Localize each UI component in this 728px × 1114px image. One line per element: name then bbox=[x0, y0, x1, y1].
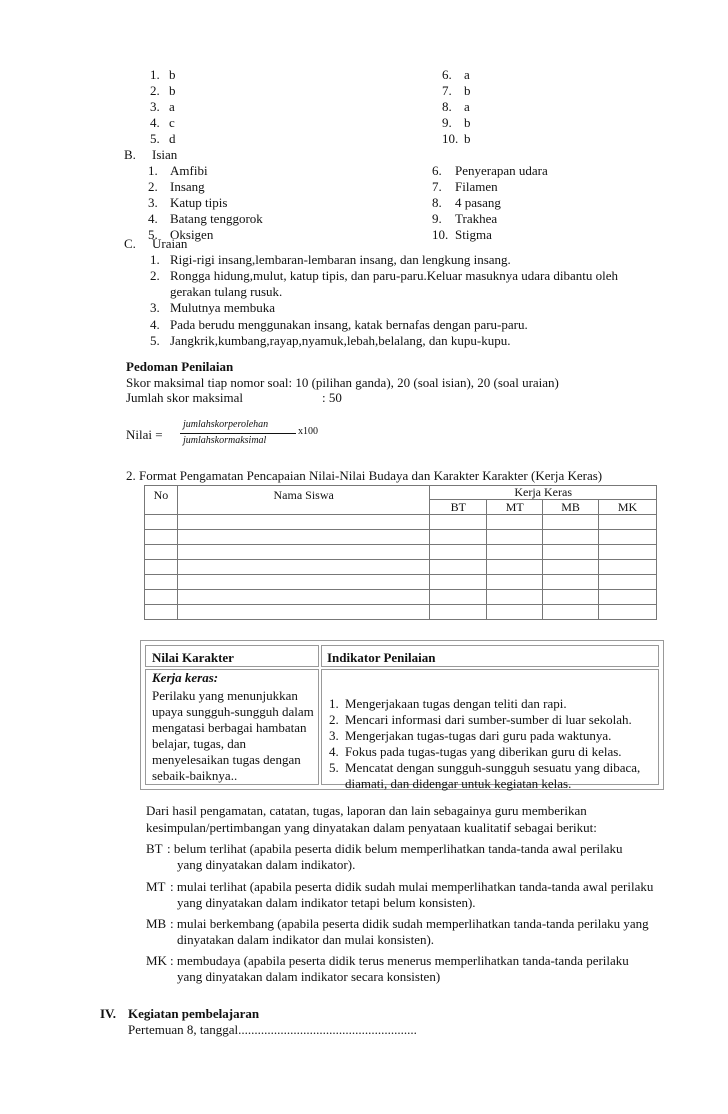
table-cell bbox=[543, 530, 599, 545]
criteria-key: MB bbox=[146, 916, 167, 931]
criteria-line: : belum terlihat (apabila peserta didik belum memperlihatkan tanda-tanda awal perilaku bbox=[167, 841, 623, 856]
table-row bbox=[145, 560, 657, 575]
criteria-key: MT bbox=[146, 879, 166, 894]
table-cell bbox=[430, 560, 487, 575]
list-number: 3. bbox=[150, 99, 160, 114]
list-number: 3. bbox=[150, 300, 160, 315]
table-header-row bbox=[145, 486, 657, 500]
criteria-line: yang dinyatakan dalam indikator tetapi belum konsisten). bbox=[177, 895, 476, 910]
table-row bbox=[145, 530, 657, 545]
table-row bbox=[145, 545, 657, 560]
table-cell bbox=[145, 515, 178, 530]
list-value: 4 pasang bbox=[455, 195, 501, 210]
indikator-number: 3. bbox=[329, 728, 339, 743]
list-number: 1. bbox=[150, 67, 160, 82]
indikator-number: 5. bbox=[329, 760, 339, 775]
list-value: b bbox=[464, 115, 471, 130]
table-cell bbox=[177, 515, 429, 530]
observation-table bbox=[144, 485, 657, 620]
pedoman-title: Pedoman Penilaian bbox=[126, 359, 234, 374]
header-no: No bbox=[145, 486, 178, 515]
format-title: 2. Format Pengamatan Pencapaian Nilai-Nilai Budaya dan Karakter Karakter (Kerja Keras) bbox=[126, 468, 603, 483]
header-mt: MT bbox=[487, 500, 543, 515]
pertemuan-line: Pertemuan 8, tanggal....................................................... bbox=[128, 1022, 417, 1037]
nilai-line: menyelesaikan tugas dengan bbox=[152, 752, 301, 767]
table-cell bbox=[599, 545, 657, 560]
table-cell bbox=[145, 575, 178, 590]
kesimpulan-intro: kesimpulan/pertimbangan yang dinyatakan dalam penyataan kualitatif sebagai berikut: bbox=[146, 820, 597, 835]
indikator-number: 1. bbox=[329, 696, 339, 711]
list-number: 5. bbox=[150, 333, 160, 348]
table-cell bbox=[430, 545, 487, 560]
list-value: Amfibi bbox=[170, 163, 208, 178]
table-cell bbox=[487, 605, 543, 620]
criteria-line: : membudaya (apabila peserta didik terus menerus memperlihatkan tanda-tanda perilaku bbox=[170, 953, 629, 968]
list-number: 4. bbox=[148, 211, 158, 226]
section-title: Isian bbox=[152, 147, 178, 162]
table-cell bbox=[487, 545, 543, 560]
criteria-key: MK bbox=[146, 953, 167, 968]
list-value: Jangkrik,kumbang,rayap,nyamuk,lebah,belalang, dan kupu-kupu. bbox=[170, 333, 511, 348]
list-number: 4. bbox=[150, 317, 160, 332]
fraction-bar bbox=[180, 433, 296, 434]
section-label: B. bbox=[124, 147, 136, 162]
list-value: b bbox=[464, 83, 471, 98]
indikator-text: Mengerjakaan tugas dengan teliti dan rapi. bbox=[345, 696, 567, 711]
table-cell bbox=[177, 575, 429, 590]
list-number: 5. bbox=[148, 227, 158, 242]
table-cell bbox=[543, 590, 599, 605]
indikator-text-cont: diamati, dan didengar untuk kegiatan kelas. bbox=[345, 776, 572, 791]
table-cell bbox=[599, 515, 657, 530]
table-row bbox=[145, 590, 657, 605]
list-number: 5. bbox=[150, 131, 160, 146]
table-cell bbox=[430, 605, 487, 620]
indikator-number: 2. bbox=[329, 712, 339, 727]
table-cell bbox=[487, 575, 543, 590]
list-value: a bbox=[169, 99, 175, 114]
pedoman-line: Skor maksimal tiap nomor soal: 10 (pilihan ganda), 20 (soal isian), 20 (soal uraian) bbox=[126, 375, 559, 390]
table-cell bbox=[145, 545, 178, 560]
table-cell bbox=[430, 530, 487, 545]
table-cell bbox=[145, 590, 178, 605]
list-value: Rigi-rigi insang,lembaran-lembaran insang, dan lengkung insang. bbox=[170, 252, 511, 267]
table-cell bbox=[145, 560, 178, 575]
nilai-line: belajar, tugas, dan bbox=[152, 736, 247, 751]
table-cell bbox=[430, 590, 487, 605]
table-cell bbox=[177, 560, 429, 575]
list-number: 2. bbox=[150, 83, 160, 98]
nilai-title: Kerja keras: bbox=[152, 670, 219, 685]
section-title: Kegiatan pembelajaran bbox=[128, 1006, 260, 1021]
table-cell bbox=[430, 515, 487, 530]
table-cell bbox=[177, 545, 429, 560]
table-row bbox=[145, 515, 657, 530]
list-value: b bbox=[464, 131, 471, 146]
header-kerja-keras: Kerja Keras bbox=[430, 486, 657, 500]
list-value: Insang bbox=[170, 179, 205, 194]
table-cell bbox=[543, 605, 599, 620]
list-number: 10. bbox=[442, 131, 459, 146]
list-number: 2. bbox=[148, 179, 158, 194]
table-cell bbox=[487, 590, 543, 605]
table-cell bbox=[145, 605, 178, 620]
table-cell bbox=[145, 530, 178, 545]
nilai-line: mengatasi berbagai hambatan bbox=[152, 720, 307, 735]
criteria-line: yang dinyatakan dalam indikator secara konsisten) bbox=[177, 969, 441, 984]
list-number: 4. bbox=[150, 115, 160, 130]
table-cell bbox=[177, 605, 429, 620]
list-number: 10. bbox=[432, 227, 449, 242]
header-mk: MK bbox=[599, 500, 657, 515]
table-cell bbox=[487, 530, 543, 545]
nilai-line: sebaik-baiknya.. bbox=[152, 768, 238, 783]
karakter-table bbox=[140, 640, 664, 790]
list-number: 3. bbox=[148, 195, 158, 210]
header-indikator: Indikator Penilaian bbox=[327, 650, 436, 665]
header-nama-siswa: Nama Siswa bbox=[177, 486, 429, 515]
table-cell bbox=[177, 530, 429, 545]
table-cell bbox=[599, 560, 657, 575]
list-value: Katup tipis bbox=[170, 195, 228, 210]
pedoman-label: Jumlah skor maksimal bbox=[126, 390, 243, 405]
header-nilai-karakter: Nilai Karakter bbox=[152, 650, 234, 665]
criteria-line: yang dinyatakan dalam indikator). bbox=[177, 857, 356, 872]
section-label: C. bbox=[124, 236, 136, 251]
kesimpulan-intro: Dari hasil pengamatan, catatan, tugas, laporan dan lain sebagainya guru memberikan bbox=[146, 803, 587, 818]
nilai-line: upaya sungguh-sungguh dalam bbox=[152, 704, 314, 719]
list-number: 1. bbox=[148, 163, 158, 178]
criteria-line: : mulai berkembang (apabila peserta didik sudah memperlihatkan tanda-tanda perilaku yang bbox=[170, 916, 649, 931]
list-number: 9. bbox=[442, 115, 452, 130]
table-cell bbox=[430, 575, 487, 590]
table-cell bbox=[543, 545, 599, 560]
table-cell bbox=[543, 575, 599, 590]
criteria-line: dinyatakan dalam indikator dan mulai konsisten). bbox=[177, 932, 435, 947]
table-row bbox=[145, 575, 657, 590]
list-value: Mulutnya membuka bbox=[170, 300, 276, 315]
table-row bbox=[145, 605, 657, 620]
section-number: IV. bbox=[100, 1006, 117, 1021]
section-title: Uraian bbox=[152, 236, 188, 251]
table-cell bbox=[543, 515, 599, 530]
list-number: 9. bbox=[432, 211, 442, 226]
list-value: a bbox=[464, 67, 470, 82]
list-value: a bbox=[464, 99, 470, 114]
list-number: 8. bbox=[432, 195, 442, 210]
indikator-number: 4. bbox=[329, 744, 339, 759]
nilai-line: Perilaku yang menunjukkan bbox=[152, 688, 298, 703]
list-value: Penyerapan udara bbox=[455, 163, 548, 178]
indikator-text: Mencatat dengan sungguh-sungguh sesuatu yang dibaca, bbox=[345, 760, 641, 775]
indikator-text: Mencari informasi dari sumber-sumber di luar sekolah. bbox=[345, 712, 632, 727]
header-mb: MB bbox=[543, 500, 599, 515]
list-number: 6. bbox=[432, 163, 442, 178]
table-cell bbox=[177, 590, 429, 605]
header-bt: BT bbox=[430, 500, 487, 515]
list-number: 6. bbox=[442, 67, 452, 82]
list-number: 8. bbox=[442, 99, 452, 114]
list-value: Oksigen bbox=[170, 227, 214, 242]
list-value: Trakhea bbox=[455, 211, 498, 226]
list-number: 1. bbox=[150, 252, 160, 267]
indikator-text: Mengerjakan tugas-tugas dari guru pada waktunya. bbox=[345, 728, 612, 743]
formula-multiplier: x100 bbox=[298, 426, 318, 437]
list-value: Filamen bbox=[455, 179, 498, 194]
table-cell bbox=[599, 575, 657, 590]
list-number: 7. bbox=[432, 179, 442, 194]
table-cell bbox=[487, 560, 543, 575]
formula-denominator: jumlahskormaksimal bbox=[183, 435, 267, 446]
pedoman-value: : 50 bbox=[322, 390, 342, 405]
formula-label: Nilai = bbox=[126, 427, 163, 442]
table-cell bbox=[599, 530, 657, 545]
list-value-cont: gerakan tulang rusuk. bbox=[170, 284, 283, 299]
table-cell bbox=[487, 515, 543, 530]
list-value: Rongga hidung,mulut, katup tipis, dan paru-paru.Keluar masuknya udara dibantu oleh bbox=[170, 268, 619, 283]
indikator-text: Fokus pada tugas-tugas yang diberikan guru di kelas. bbox=[345, 744, 622, 759]
criteria-key: BT bbox=[146, 841, 163, 856]
table-body bbox=[145, 515, 657, 620]
list-value: Batang tenggorok bbox=[170, 211, 263, 226]
formula-numerator: jumlahskorperolehan bbox=[183, 419, 269, 430]
criteria-line: : mulai terlihat (apabila peserta didik sudah mulai memperlihatkan tanda-tanda awal perilaku bbox=[170, 879, 654, 894]
list-value: b bbox=[169, 83, 176, 98]
list-value: Pada berudu menggunakan insang, katak bernafas dengan paru-paru. bbox=[170, 317, 528, 332]
list-value: Stigma bbox=[455, 227, 492, 242]
list-value: c bbox=[169, 115, 175, 130]
list-value: b bbox=[169, 67, 176, 82]
list-number: 2. bbox=[150, 268, 160, 283]
table-cell bbox=[599, 605, 657, 620]
list-number: 7. bbox=[442, 83, 452, 98]
table-cell bbox=[599, 590, 657, 605]
table-cell bbox=[543, 560, 599, 575]
list-value: d bbox=[169, 131, 176, 146]
